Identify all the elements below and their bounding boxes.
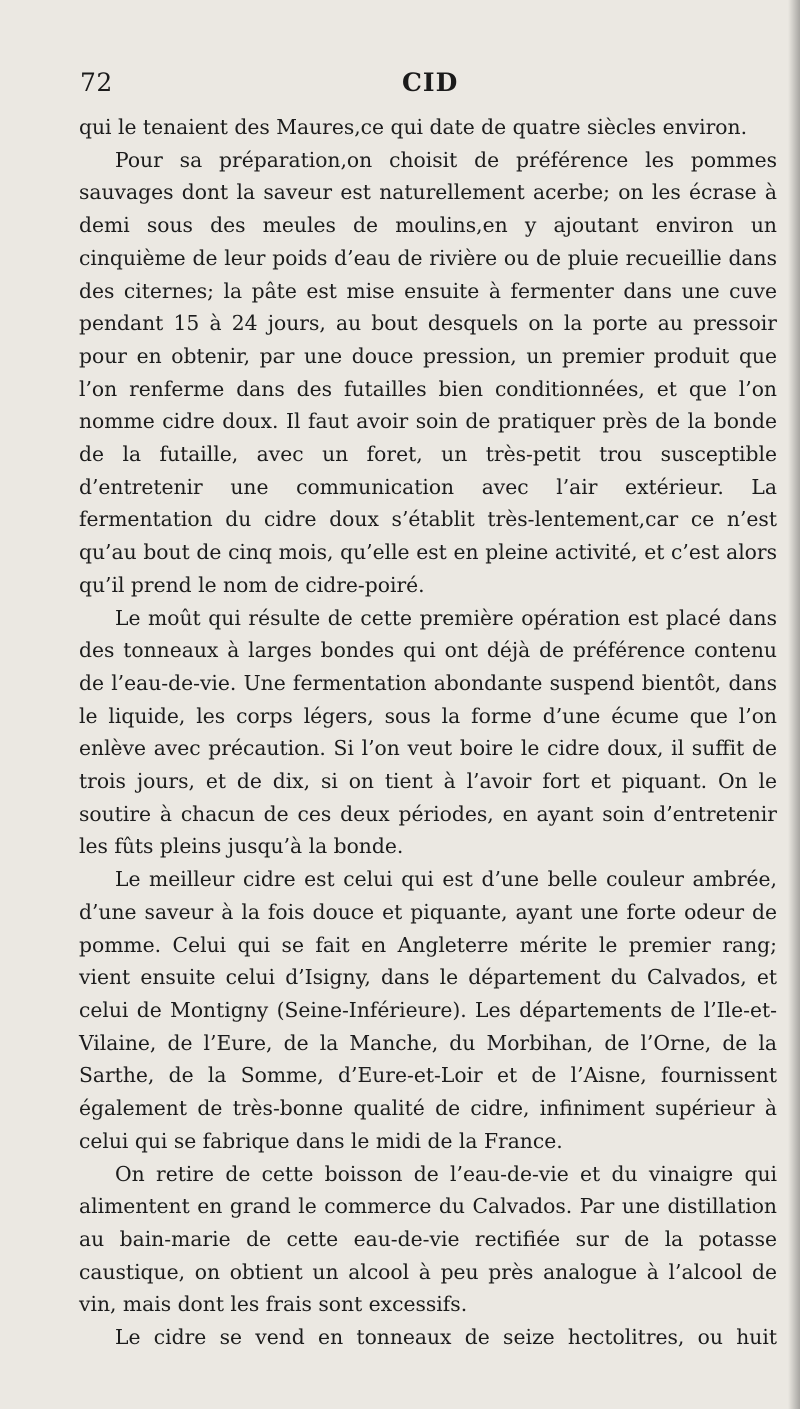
paragraph-preparation: Pour sa préparation,on choisit de préférence les pommes sauvages dont la saveur est naturellement acerbe; on les écrase à demi sous des meules de moulins,en y ajoutant environ un cinquième de leur poids d’eau de rivière ou de pluie recueillie dans des citernes; la pâte est mise ensuite à fermenter dans une cuve pendant 15 à 24 jours, au bout desquels on la porte au pressoir pour en obtenir, par une douce pression, un premier produit que l’on renferme dans des futailles bien conditionnées, et que l’on nomme cidre doux. Il faut avoir soin de pratiquer près de la bonde de la futaille, avec un foret, un très-petit trou susceptible d’entretenir une communication avec l’air extérieur. La fermentation du cidre doux s’établit très-lentement,car ce n’est qu’au bout de cinq mois, qu’elle est en pleine activité, et c’est alors qu’il prend le nom de cidre-poiré. xyxy=(79,147,777,597)
paragraph-best-cider: Le meilleur cidre est celui qui est d’une belle couleur ambrée, d’une saveur à la fois douce et piquante, ayant une forte odeur de pomme. Celui qui se fait en Angleterre mérite le premier rang; vient ensuite celui d’Isigny, dans le département du Calvados, et celui de Montigny (Seine-Inférieure). Les départements de l’Ile-et-Vilaine, de l’Eure, de la Manche, du Morbihan, de l’Orne, de la Sarthe, de la Somme, d’Eure-et-Loir et de l’Aisne, fournissent également de très-bonne qualité de cidre, infiniment supérieur à celui qui se fabrique dans le midi de la France. xyxy=(79,867,777,1153)
page-header xyxy=(80,68,780,106)
running-head: CID xyxy=(402,68,459,97)
paragraph-continuation: qui le tenaient des Maures,ce qui date de quatre siècles environ. xyxy=(79,115,748,139)
body-text xyxy=(79,111,777,1354)
paragraph-must: Le moût qui résulte de cette première opération est placé dans des tonneaux à larges bondes qui ont déjà de préférence contenu de l’eau-de-vie. Une fermentation abondante suspend bientôt, dans le liquide, les corps légers, sous la forme d’une écume que l’on enlève avec précaution. Si l’on veut boire le cidre doux, il suffit de trois jours, et de dix, si on tient à l’avoir fort et piquant. On le soutire à chacun de ces deux périodes, en ayant soin d’entretenir les fûts pleins jusqu’à la bonde. xyxy=(79,605,777,859)
page-number: 72 xyxy=(80,68,113,97)
paragraph-distillation: On retire de cette boisson de l’eau-de-vie et du vinaigre qui alimentent en grand le commerce du Calvados. Par une distillation au bain-marie de cette eau-de-vie rectifiée sur de la potasse caustique, on obtient un alcool à peu près analogue à l’alcool de vin, mais dont les frais sont excessifs. xyxy=(79,1161,777,1317)
page-edge-shadow xyxy=(788,0,800,1409)
paragraph-sale: Le cidre se vend en tonneaux de seize hectolitres, ou huit xyxy=(115,1325,777,1350)
